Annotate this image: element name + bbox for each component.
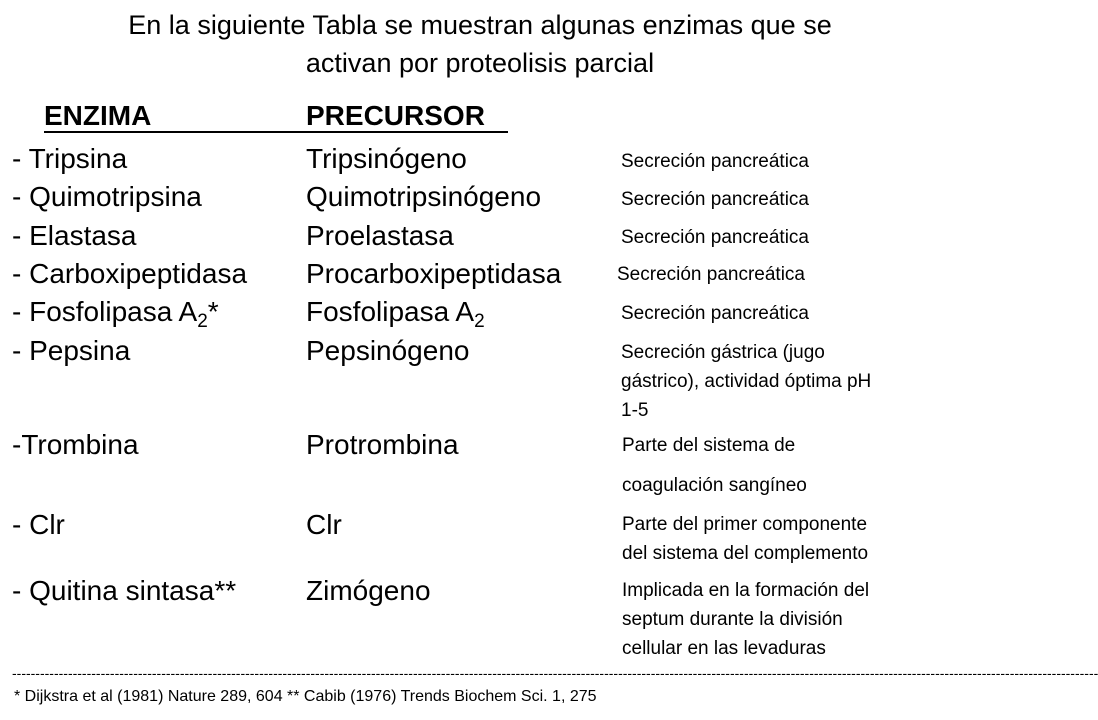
precursor-name: Clr [306,509,342,540]
enzyme-name: -Trombina [12,429,139,460]
enzyme-subscript: 2 [197,311,208,332]
precursor-name-text: Fosfolipasa A [306,296,475,327]
precursor-name: Quimotripsinógeno [306,181,542,212]
enzyme-footnote-mark: * [207,296,219,327]
enzyme-name: - Elastasa [12,220,137,251]
footnote-references: * Dijkstra et al (1981) Nature 289, 604 ** Cabib (1976) Trends Biochem Sci. 1, 275 [14,688,597,705]
header-underline [44,131,508,133]
enzyme-name: - Carboxipeptidasa [12,258,248,289]
precursor-name: Procarboxipeptidasa [306,258,562,289]
note-line: Parte del sistema de [622,435,796,456]
note-line: Secreción pancreática [621,189,809,210]
precursor-name: Tripsinógeno [306,143,467,174]
note-line: Secreción gástrica (jugo [621,342,825,363]
note-line: Secreción pancreática [617,264,805,285]
title-line-1: En la siguiente Tabla se muestran algunas enzimas que se [128,10,832,40]
header-precursor: PRECURSOR [306,100,485,131]
enzyme-name: - Quimotripsina [12,181,202,212]
title-line-2: activan por proteolisis parcial [305,48,655,78]
note-line: coagulación sangíneo [622,475,807,496]
enzyme-name: - Pepsina [12,335,131,366]
footnote-divider: ----------------------------------------------------------------------------------------------------------------------------------------------------------------------------------------------------------------------------------------- [12,665,1098,681]
note-line: Implicada en la formación del [622,580,870,601]
note-line: Secreción pancreática [621,227,809,248]
precursor-name: Protrombina [306,429,459,460]
note-line: cellular en las levaduras [622,638,826,659]
precursor-name: Proelastasa [306,220,454,251]
precursor-name: Zimógeno [306,575,431,606]
note-line: Secreción pancreática [621,151,809,172]
note-line: septum durante la división [622,609,843,630]
note-line: Secreción pancreática [621,303,809,324]
enzyme-name: - Quitina sintasa** [12,575,237,606]
table-title [40,6,920,82]
note-line: 1-5 [621,400,649,421]
note-line: Parte del primer componente [622,514,868,535]
precursor-subscript: 2 [474,311,485,332]
note-line: gástrico), actividad óptima pH [621,371,872,392]
enzyme-name-text: - Fosfolipasa A [12,296,198,327]
precursor-name: Pepsinógeno [306,335,470,366]
header-enzyme: ENZIMA [44,100,152,131]
enzyme-name: - Tripsina [12,143,128,174]
note-line: del sistema del complemento [622,543,869,564]
enzyme-name: - Clr [12,509,65,540]
